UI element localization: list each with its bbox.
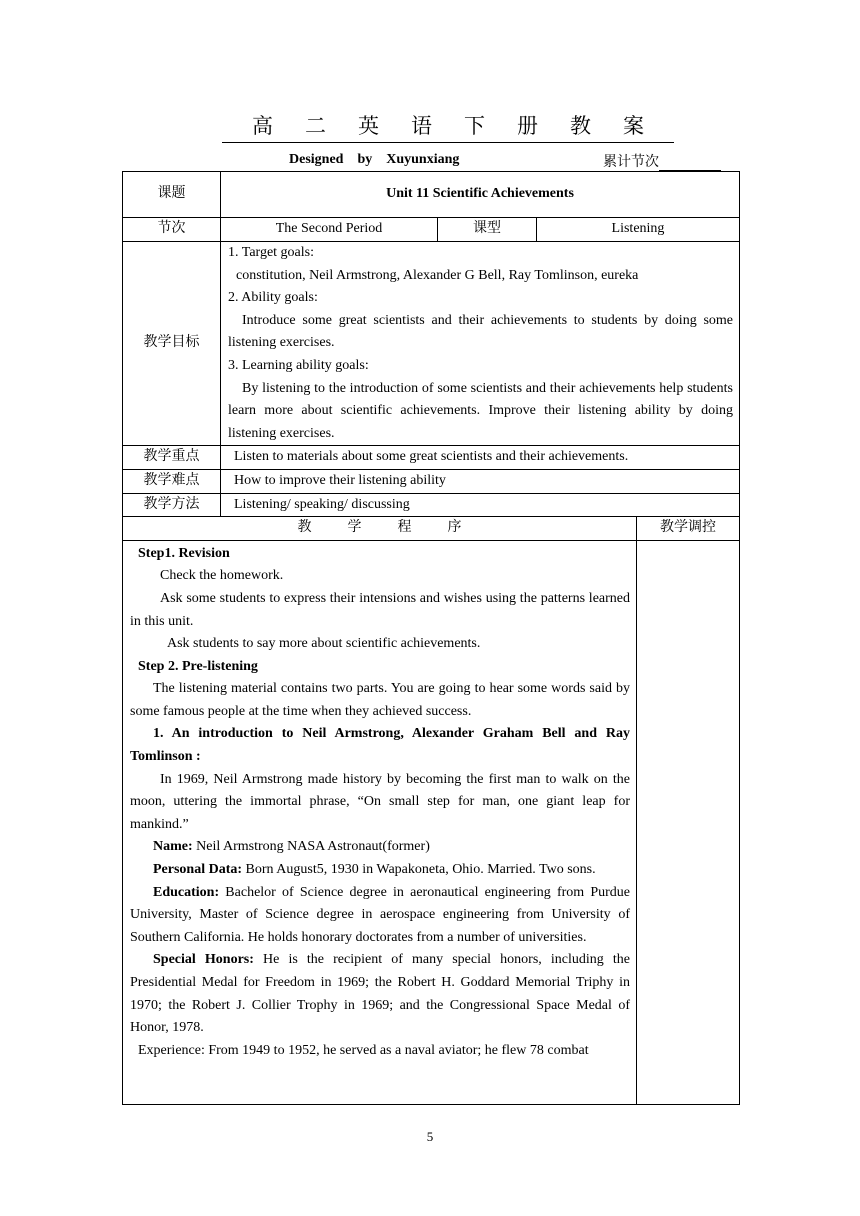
personal-text: Born August5, 1930 in Wapakoneta, Ohio. Married. Two sons. bbox=[242, 862, 596, 878]
objective-line: 2. Ability goals: bbox=[228, 290, 318, 306]
title-char: 英 bbox=[358, 114, 379, 138]
method-value: Listening/ speaking/ discussing bbox=[221, 493, 740, 517]
paragraph: Ask some students to express their intensions and wishes using the patterns learned in this unit. bbox=[130, 590, 630, 629]
designed-label: Designed bbox=[289, 152, 344, 167]
paragraph: In 1969, Neil Armstrong made history by becoming the first man to walk on the moon, uttering the immortal phrase, “On small step for man, one giant leap for mankind.” bbox=[130, 771, 630, 832]
objective-line: 1. Target goals: bbox=[228, 245, 314, 260]
objective-line: Introduce some great scientists and their achievements to students by doing some listening exercises. bbox=[228, 312, 733, 351]
title-char: 教 bbox=[570, 114, 591, 138]
paragraph: Ask students to say more about scientific achievements. bbox=[167, 636, 481, 652]
title-char: 下 bbox=[464, 114, 485, 138]
key-points-value: Listen to materials about some great scientists and their achievements. bbox=[221, 446, 740, 470]
objectives-cell bbox=[221, 242, 740, 446]
lesson-plan-table bbox=[122, 171, 740, 1105]
title-char: 二 bbox=[305, 114, 326, 138]
honors-label: Special Honors: bbox=[153, 952, 254, 968]
key-points-label: 教学重点 bbox=[123, 446, 221, 470]
topic-value: Unit 11 Scientific Achievements bbox=[221, 172, 740, 218]
personal-label: Personal Data: bbox=[153, 862, 243, 878]
name-paragraph bbox=[130, 836, 630, 859]
procedure-char: 程 bbox=[397, 520, 412, 536]
control-label: 教学调控 bbox=[637, 517, 740, 541]
control-cell bbox=[637, 540, 740, 1104]
period-value: The Second Period bbox=[221, 218, 438, 242]
difficult-points-value: How to improve their listening ability bbox=[221, 469, 740, 493]
type-value: Listening bbox=[537, 218, 740, 242]
title-char: 案 bbox=[623, 114, 644, 138]
name-text: Neil Armstrong NASA Astronaut(former) bbox=[192, 839, 430, 855]
objective-line: 3. Learning ability goals: bbox=[228, 357, 369, 373]
type-label: 课型 bbox=[438, 218, 537, 242]
author-name: Xuyunxiang bbox=[386, 152, 460, 167]
objectives-label: 教学目标 bbox=[123, 242, 221, 446]
education-text: Bachelor of Science degree in aeronautical engineering from Purdue University, Master of Science degree in aerospace engineering from University of Southern California. He holds honorary doctorates from a number of universities. bbox=[130, 884, 630, 945]
session-counter bbox=[603, 151, 721, 171]
procedure-header bbox=[123, 517, 637, 541]
difficult-points-label: 教学难点 bbox=[123, 469, 221, 493]
topic-label: 课题 bbox=[123, 172, 221, 218]
honors-text: He is the recipient of many special honors, including the Presidential Medal for Freedom in 1969; the Robert H. Goddard Memorial Triphy in 1970; the Robert J. Collier Trophy in 1969; and the Congressional Space Medal of Honor, 1978. bbox=[130, 952, 630, 1036]
method-label: 教学方法 bbox=[123, 493, 221, 517]
document-title bbox=[222, 112, 674, 143]
designed-by-line bbox=[289, 152, 473, 168]
paragraph: The listening material contains two parts. You are going to hear some words said by some famous people at the time when they achieved success. bbox=[130, 681, 630, 719]
step1-heading: Step1. Revision bbox=[138, 545, 230, 561]
personal-paragraph bbox=[130, 859, 630, 882]
page-number: 5 bbox=[426, 1129, 434, 1144]
paragraph: Check the homework. bbox=[160, 568, 284, 584]
education-label: Education: bbox=[153, 884, 220, 900]
title-char: 册 bbox=[517, 114, 538, 138]
procedure-content bbox=[123, 540, 637, 1104]
name-label: Name: bbox=[153, 839, 193, 855]
paragraph: Experience: From 1949 to 1952, he served as a naval aviator; he flew 78 combat bbox=[138, 1042, 589, 1058]
by-label: by bbox=[357, 152, 373, 167]
step2-heading: Step 2. Pre-listening bbox=[138, 658, 258, 674]
title-char: 语 bbox=[411, 114, 432, 138]
objective-line: constitution, Neil Armstrong, Alexander G Bell, Ray Tomlinson, eureka bbox=[236, 267, 639, 283]
title-char: 高 bbox=[252, 114, 273, 138]
counter-blank bbox=[659, 156, 721, 171]
honors-paragraph bbox=[130, 949, 630, 1039]
subheading: 1. An introduction to Neil Armstrong, Alexander Graham Bell and Ray Tomlinson : bbox=[130, 726, 630, 765]
education-paragraph bbox=[130, 882, 630, 950]
period-label: 节次 bbox=[123, 218, 221, 242]
objective-line: By listening to the introduction of some scientists and their achievements help students learn more about scientific achievements. Improve their listening ability by doing listening exercises. bbox=[228, 380, 733, 441]
procedure-char: 序 bbox=[447, 520, 462, 536]
procedure-char: 学 bbox=[347, 520, 362, 536]
procedure-char: 教 bbox=[297, 520, 312, 536]
counter-label: 累计节次 bbox=[603, 155, 659, 170]
